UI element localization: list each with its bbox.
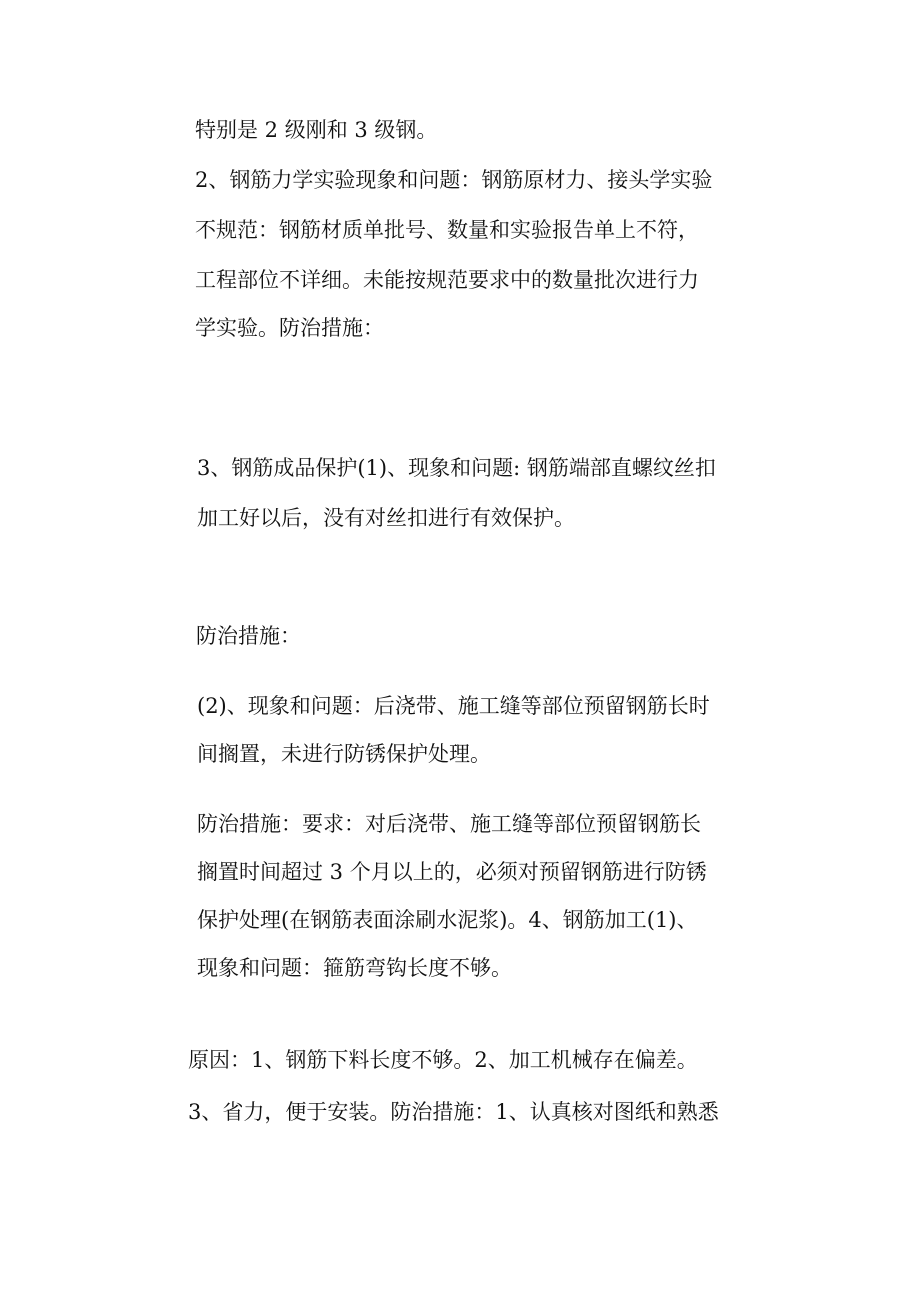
text-line: 工程部位不详细。未能按规范要求中的数量批次进行力 bbox=[195, 268, 699, 292]
text-line: 原因：1、钢筋下料长度不够。2、加工机械存在偏差。 bbox=[188, 1048, 698, 1072]
text-line: 搁置时间超过 3 个月以上的，必须对预留钢筋进行防锈 bbox=[197, 860, 707, 884]
text-line: 3、省力，便于安装。防治措施：1、认真核对图纸和熟悉 bbox=[188, 1100, 719, 1124]
text-line: 现象和问题：箍筋弯钩长度不够。 bbox=[197, 956, 512, 980]
text-line: 加工好以后，没有对丝扣进行有效保护。 bbox=[197, 506, 575, 530]
text-line: (2)、现象和问题：后浇带、施工缝等部位预留钢筋长时 bbox=[197, 694, 710, 718]
text-line: 不规范：钢筋材质单批号、数量和实验报告单上不符， bbox=[195, 218, 699, 242]
text-line: 防治措施： bbox=[196, 624, 301, 648]
text-line: 间搁置，未进行防锈保护处理。 bbox=[197, 742, 491, 766]
text-line: 学实验。防治措施： bbox=[195, 316, 384, 340]
text-line: 防治措施：要求：对后浇带、施工缝等部位预留钢筋长 bbox=[197, 812, 701, 836]
text-line: 特别是 2 级刚和 3 级钢。 bbox=[195, 118, 438, 142]
text-line: 保护处理(在钢筋表面涂刷水泥浆)。4、钢筋加工(1)、 bbox=[197, 908, 698, 932]
text-line: 2、钢筋力学实验现象和问题：钢筋原材力、接头学实验 bbox=[195, 168, 713, 192]
text-line: 3、钢筋成品保护(1)、现象和问题: 钢筋端部直螺纹丝扣 bbox=[197, 456, 716, 480]
